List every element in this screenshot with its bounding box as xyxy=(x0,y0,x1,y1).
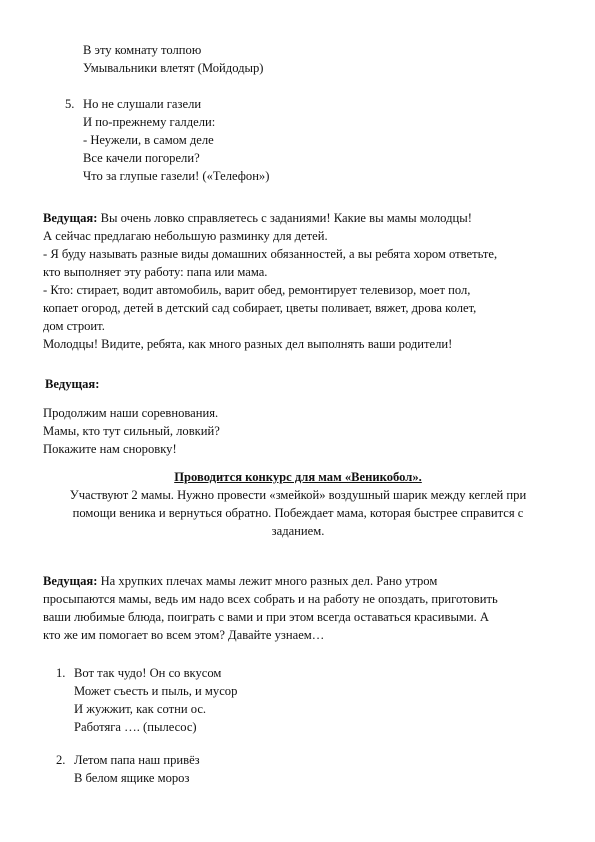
host-heading-2 xyxy=(45,375,99,393)
riddle-1 xyxy=(56,664,356,736)
list-number: 2. xyxy=(56,753,66,767)
paragraph-line: А сейчас предлагаю небольшую разминку для детей. xyxy=(43,229,328,243)
riddle-line: В белом ящике мороз xyxy=(74,771,190,785)
contest-line: Участвуют 2 мамы. Нужно провести «змейкой» воздушный шарик между кеглей при xyxy=(69,488,527,502)
speaker-label: Ведущая: xyxy=(43,211,98,225)
contest-line: заданием. xyxy=(271,524,325,538)
poem-line: Что за глупые газели! («Телефон») xyxy=(83,169,270,183)
contest-title: Проводится конкурс для мам «Веникобол». xyxy=(174,470,422,484)
paragraph-text: На хрупких плечах мамы лежит много разных дел. Рано утром xyxy=(97,574,438,588)
paragraph-line: - Кто: стирает, водит автомобиль, варит обед, ремонтирует телевизор, моет пол, xyxy=(43,283,471,297)
host-paragraph-2 xyxy=(43,404,220,458)
speaker-label: Ведущая: xyxy=(43,574,98,588)
contest-line: помощи веника и вернуться обратно. Побеждает мама, которая быстрее справится с xyxy=(72,506,524,520)
poem-item-5 xyxy=(65,95,365,185)
poem-line: Но не слушали газели xyxy=(83,97,202,111)
paragraph-line: Молодцы! Видите, ребята, как много разных дел выполнять ваши родители! xyxy=(43,337,453,351)
poem-line: Все качели погорели? xyxy=(83,151,200,165)
list-number: 5. xyxy=(65,97,75,111)
riddle-line: Работяга …. (пылесос) xyxy=(74,720,197,734)
host-paragraph-1 xyxy=(43,209,563,353)
paragraph-line: дом строит. xyxy=(43,319,105,333)
riddle-line: Вот так чудо! Он со вкусом xyxy=(74,666,222,680)
paragraph-line: Продолжим наши соревнования. xyxy=(43,406,219,420)
poem-line: В эту комнату толпою xyxy=(83,43,202,57)
riddle-line: Может съесть и пыль, и мусор xyxy=(74,684,238,698)
paragraph-line: ваши любимые блюда, поиграть с вами и при этом всегда оставаться красивыми. А xyxy=(43,610,490,624)
paragraph-text: Вы очень ловко справляетесь с заданиями! Какие вы мамы молодцы! xyxy=(97,211,472,225)
paragraph-line: просыпаются мамы, ведь им надо всех собрать и на работу не опоздать, приготовить xyxy=(43,592,498,606)
poem-intro xyxy=(83,41,264,77)
speaker-label: Ведущая: xyxy=(45,377,100,391)
riddle-line: Летом папа наш привёз xyxy=(74,753,200,767)
host-paragraph-3 xyxy=(43,572,563,644)
paragraph-line: Мамы, кто тут сильный, ловкий? xyxy=(43,424,220,438)
paragraph-line: - Я буду называть разные виды домашних обязанностей, а вы ребята хором ответьте, xyxy=(43,247,498,261)
paragraph-line: кто выполняет эту работу: папа или мама. xyxy=(43,265,268,279)
paragraph-line: кто же им помогает во всем этом? Давайте узнаем… xyxy=(43,628,325,642)
riddle-2 xyxy=(56,751,356,787)
contest-section xyxy=(38,468,558,540)
poem-line: И по-прежнему галдели: xyxy=(83,115,216,129)
riddle-line: И жужжит, как сотни ос. xyxy=(74,702,207,716)
poem-line: - Неужели, в самом деле xyxy=(83,133,214,147)
paragraph-line: Покажите нам сноровку! xyxy=(43,442,177,456)
list-number: 1. xyxy=(56,666,66,680)
poem-line: Умывальники влетят (Мойдодыр) xyxy=(83,61,264,75)
paragraph-line: копает огород, детей в детский сад собирает, цветы поливает, вяжет, дрова колет, xyxy=(43,301,477,315)
